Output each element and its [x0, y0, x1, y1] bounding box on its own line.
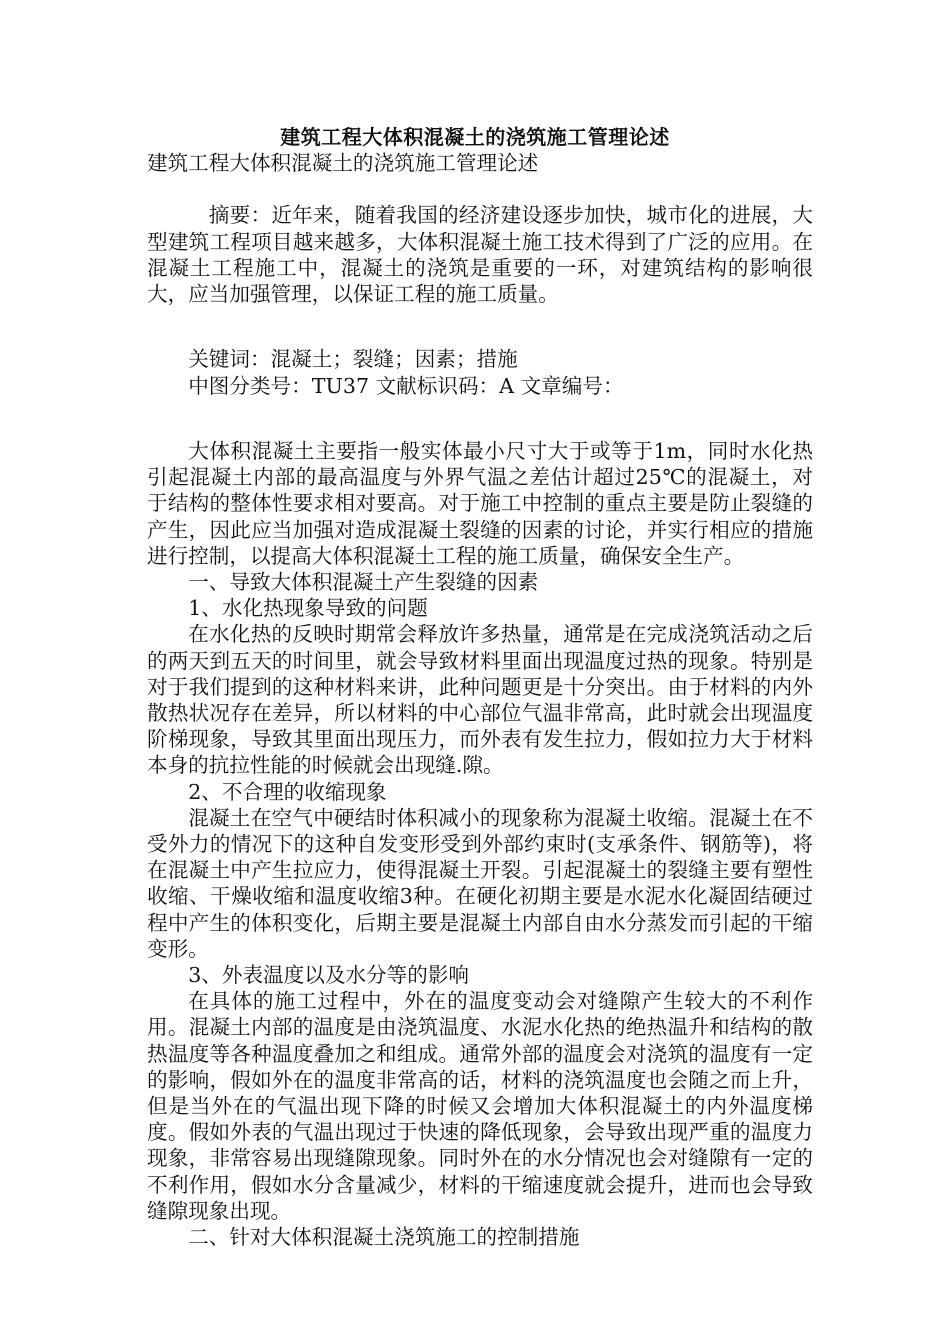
subsection-heading-3: 3、外表温度以及水分等的影响: [188, 963, 470, 988]
section-heading-2: 二、针对大体积混凝土浇筑施工的控制措施: [188, 1225, 580, 1250]
classification-line: 中图分类号：TU37 文献标识码：A 文章编号：: [188, 373, 624, 398]
subsection-heading-2: 2、不合理的收缩现象: [188, 779, 387, 804]
spacer: [147, 320, 813, 346]
subsection-body-2: 混凝土在空气中硬结时体积减小的现象称为混凝土收缩。混凝土在不受外力的情况下的这种自发变形受到外部约束时(支承条件、钢筋等)，将在混凝土中产生拉应力，使得混凝土开裂。引起混凝土的裂缝主要有塑性收缩、干燥收缩和温度收缩3种。在硬化初期主要是水泥水化凝固结硬过程中产生的体积变化，后期主要是混凝土内部自由水分蒸发而引起的干缩变形。: [147, 805, 813, 961]
subsection-heading-1: 1、水化热现象导致的问题: [188, 596, 428, 621]
document-body: [147, 150, 813, 1250]
document-subtitle: 建筑工程大体积混凝土的浇筑施工管理论述: [147, 151, 539, 175]
abstract-paragraph: 摘要：近年来，随着我国的经济建设逐步加快，城市化的进展，大型建筑工程项目越来越多，大体积混凝土施工技术得到了广泛的应用。在混凝土工程施工中，混凝土的浇筑是重要的一环，对建筑结构的影响很大，应当加强管理，以保证工程的施工质量。: [147, 203, 813, 306]
intro-paragraph: 大体积混凝土主要指一般实体最小尺寸大于或等于1m，同时水化热引起混凝土内部的最高温度与外界气温之差估计超过25℃的混凝土，对于结构的整体性要求相对要高。对于施工中控制的重点主要是防止裂缝的产生，因此应当加强对造成混凝土裂缝的因素的讨论，并实行相应的措施进行控制，以提高大体积混凝土工程的施工质量，确保安全生产。: [147, 438, 813, 568]
subsection-body-1: 在水化热的反映时期常会释放许多热量，通常是在完成浇筑活动之后的两天到五天的时间里，就会导致材料里面出现温度过热的现象。特别是对于我们提到的这种材料来讲，此种问题更是十分突出。由于材料的内外散热状况存在差异，所以材料的中心部位气温非常高，此时就会出现温度阶梯现象，导致其里面出现压力，而外表有发生拉力，假如拉力大于材料本身的抗拉性能的时候就会出现缝.隙。: [147, 622, 813, 778]
spacer: [147, 399, 813, 425]
section-heading-1: 一、导致大体积混凝土产生裂缝的因素: [188, 570, 539, 594]
spacer: [147, 176, 813, 202]
spacer: [147, 307, 813, 320]
document-title: 建筑工程大体积混凝土的浇筑施工管理论述: [280, 125, 670, 149]
keywords-line: 关键词：混凝土；裂缝；因素；措施: [188, 347, 518, 372]
spacer: [147, 425, 813, 438]
subsection-body-3: 在具体的施工过程中，外在的温度变动会对缝隙产生较大的不利作用。混凝土内部的温度是由浇筑温度、水泥水化热的绝热温升和结构的散热温度等各种温度叠加之和组成。通常外部的温度会对浇筑的温度有一定的影响，假如外在的温度非常高的话，材料的浇筑温度也会随之而上升，但是当外在的气温出现下降的时候又会增加大体积混凝土的内外温度梯度。假如外表的气温出现过于快速的降低现象，会导致出现严重的温度力现象，非常容易出现缝隙现象。同时外在的水分情况也会对缝隙有一定的不利作用，假如水分含量减少，材料的干缩速度就会提升，进而也会导致缝隙现象出现。: [147, 989, 813, 1223]
